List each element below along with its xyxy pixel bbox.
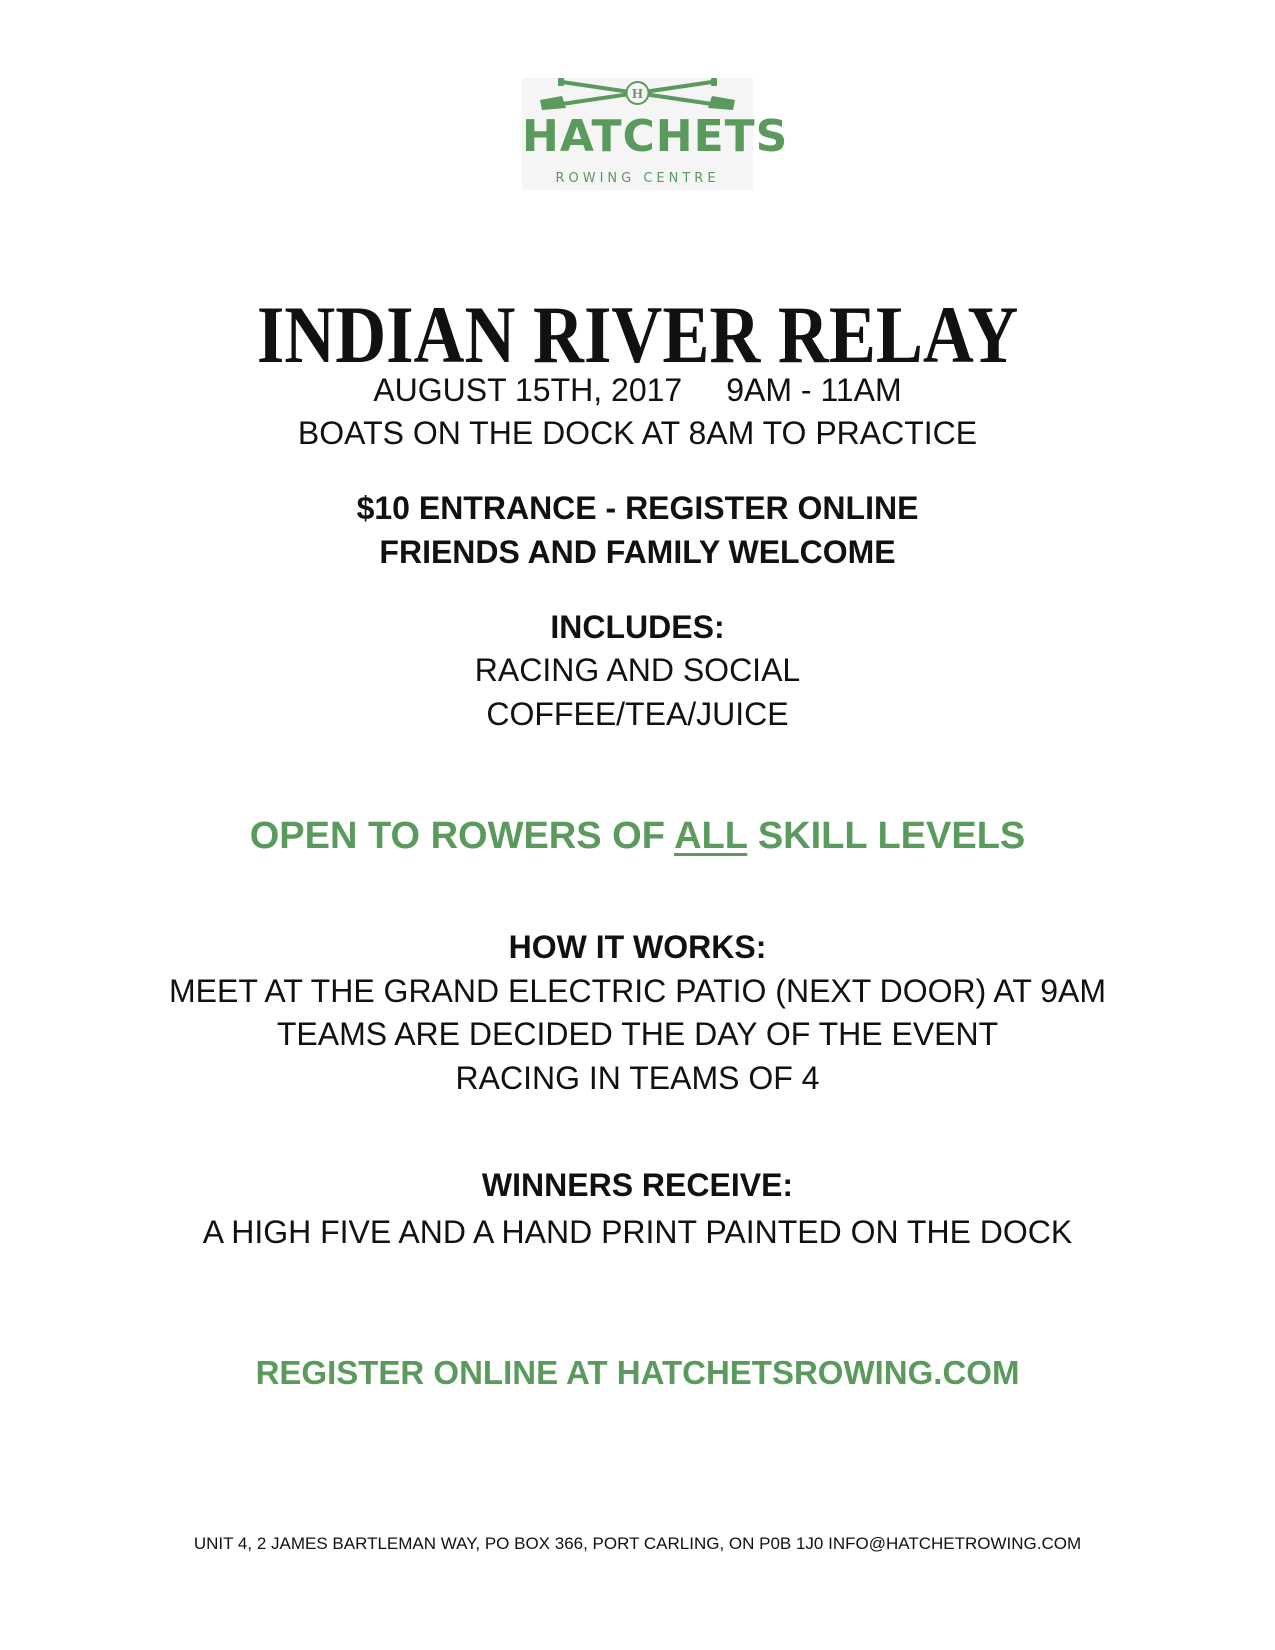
event-title: INDIAN RIVER RELAY [256,289,1019,380]
how-it-works-heading: HOW IT WORKS: [508,929,767,965]
how-it-works-item: RACING IN TEAMS OF 4 [455,1060,820,1096]
event-date: AUGUST 15TH, 2017 [373,372,683,408]
winners-prize: A HIGH FIVE AND A HAND PRINT PAINTED ON THE DOCK [202,1214,1073,1250]
footer-address: UNIT 4, 2 JAMES BARTLEMAN WAY, PO BOX 366, PORT CARLING, ON P0B 1J0 INFO@HATCHETROWING.COM [193,1534,1082,1553]
event-time: 9AM - 11AM [726,372,902,408]
welcome-line: FRIENDS AND FAMILY WELCOME [379,534,896,570]
how-it-works-item: TEAMS ARE DECIDED THE DAY OF THE EVENT [276,1016,999,1052]
winners-heading: WINNERS RECEIVE: [481,1167,794,1203]
register-online-line: REGISTER ONLINE AT HATCHETSROWING.COM [255,1354,1020,1391]
includes-item: COFFEE/TEA/JUICE [486,696,789,732]
open-to-emphasis: ALL [674,815,748,857]
open-to-prefix: OPEN TO ROWERS OF [249,815,675,857]
entrance-fee-line: $10 ENTRANCE - REGISTER ONLINE [356,490,919,526]
open-to-suffix: SKILL LEVELS [747,815,1026,857]
hatchets-logo [522,78,789,190]
includes-item: RACING AND SOCIAL [474,652,801,688]
logo-subtitle: ROWING CENTRE [555,171,720,186]
includes-heading: INCLUDES: [550,609,725,645]
emblem-letter: H [632,87,643,102]
practice-note: BOATS ON THE DOCK AT 8AM TO PRACTICE [297,415,978,451]
logo-name: HATCHETS [522,111,789,162]
date-time-line [0,370,1275,410]
open-to-all-line [0,813,1275,859]
how-it-works-item: MEET AT THE GRAND ELECTRIC PATIO (NEXT DOOR) AT 9AM [168,973,1107,1009]
